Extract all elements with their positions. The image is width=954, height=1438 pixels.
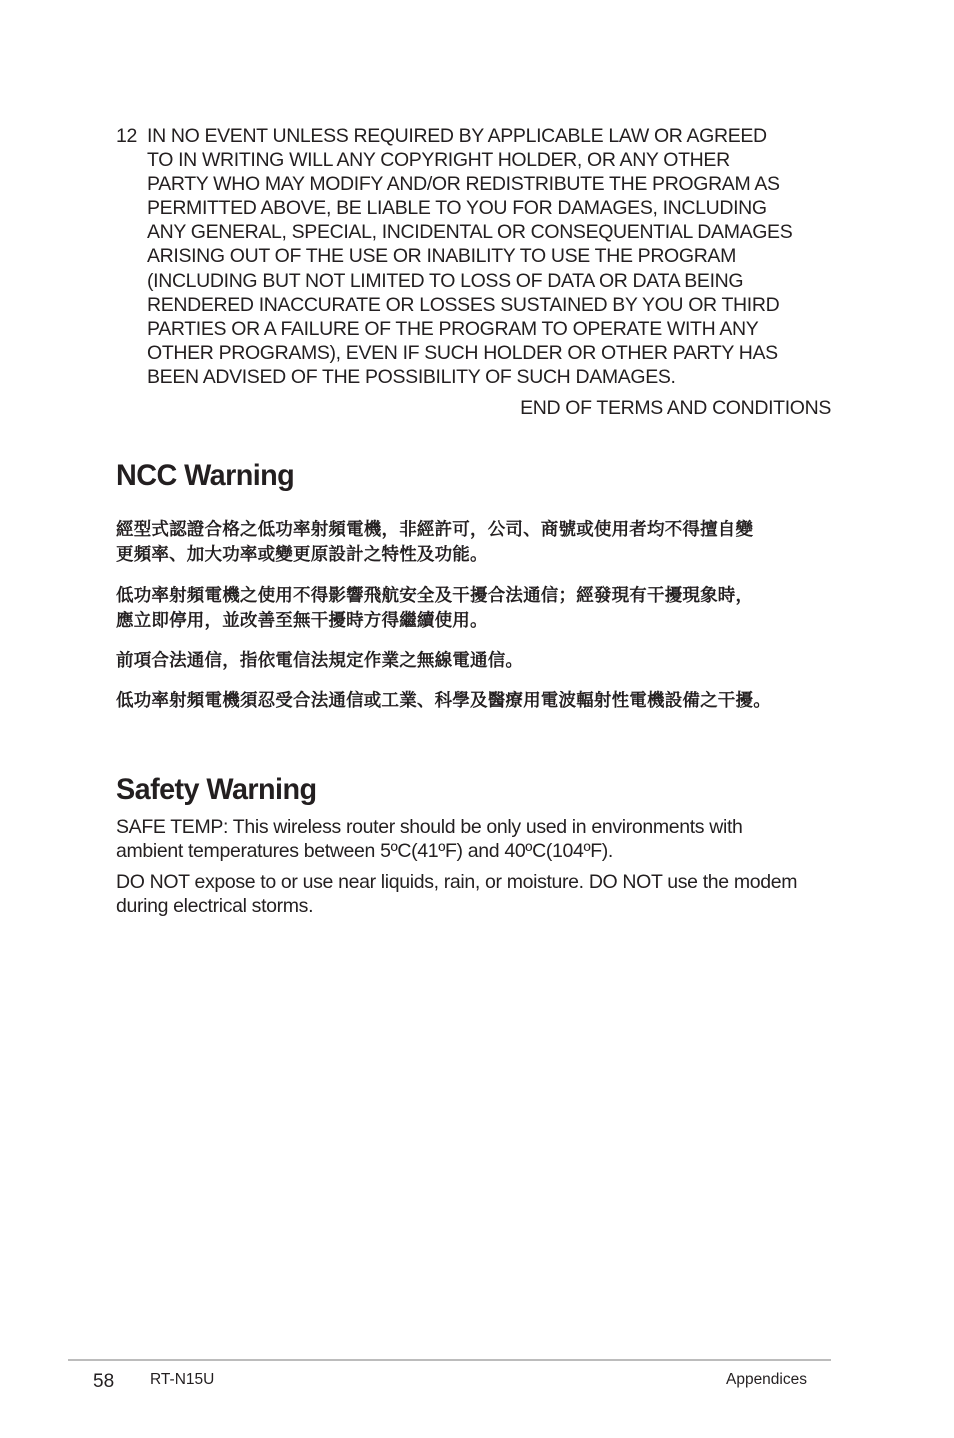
clause-line: PERMITTED ABOVE, BE LIABLE TO YOU FOR DAMAGES, INCLUDING xyxy=(147,197,767,220)
clause-line: (INCLUDING BUT NOT LIMITED TO LOSS OF DATA OR DATA BEING xyxy=(147,269,744,292)
end-of-terms: END OF TERMS AND CONDITIONS xyxy=(520,397,831,419)
clause-line: ARISING OUT OF THE USE OR INABILITY TO USE THE PROGRAM xyxy=(147,245,736,268)
ncc-warning-heading: NCC Warning xyxy=(116,459,295,492)
safety-line: ambient temperatures between 5ºC(41ºF) and 40ºC(104ºF). xyxy=(116,840,613,863)
ncc-line: 更頻率、加大功率或變更原設計之特性及功能。 xyxy=(116,545,488,565)
clause-line: ANY GENERAL, SPECIAL, INCIDENTAL OR CONSEQUENTIAL DAMAGES xyxy=(147,221,793,244)
page-number: 58 xyxy=(93,1371,115,1392)
ncc-paragraph xyxy=(116,518,841,568)
footer-divider xyxy=(68,1359,831,1361)
clause-line: OTHER PROGRAMS), EVEN IF SUCH HOLDER OR OTHER PARTY HAS xyxy=(147,341,778,364)
ncc-paragraph xyxy=(116,689,841,714)
safety-line: during electrical storms. xyxy=(116,895,314,918)
ncc-line: 前項合法通信，指依電信法規定作業之無線電通信。 xyxy=(116,651,524,671)
footer-section-name: Appendices xyxy=(725,1371,807,1388)
clause-line: BEEN ADVISED OF THE POSSIBILITY OF SUCH DAMAGES. xyxy=(147,365,676,388)
footer-model-name: RT-N15U xyxy=(150,1371,215,1388)
ncc-line: 低功率射頻電機須忍受合法通信或工業、科學及醫療用電波輻射性電機設備之干擾。 xyxy=(116,691,771,711)
clause-text xyxy=(147,124,837,389)
clause-line: RENDERED INACCURATE OR LOSSES SUSTAINED BY YOU OR THIRD xyxy=(147,293,780,316)
clause-line: PARTIES OR A FAILURE OF THE PROGRAM TO OPERATE WITH ANY xyxy=(147,317,759,340)
ncc-line: 應立即停用，並改善至無干擾時方得繼續使用。 xyxy=(116,611,488,631)
ncc-line: 低功率射頻電機之使用不得影響飛航安全及干擾合法通信；經發現有干擾現象時， xyxy=(116,586,754,606)
license-clause-12 xyxy=(116,124,836,389)
ncc-paragraph xyxy=(116,584,841,634)
clause-line: PARTY WHO MAY MODIFY AND/OR REDISTRIBUTE THE PROGRAM AS xyxy=(147,173,780,196)
clause-line: IN NO EVENT UNLESS REQUIRED BY APPLICABLE LAW OR AGREED xyxy=(147,125,767,147)
safety-line: DO NOT expose to or use near liquids, rain, or moisture. DO NOT use the modem xyxy=(116,871,798,893)
ncc-line: 經型式認證合格之低功率射頻電機，非經許可，公司、商號或使用者均不得擅自變 xyxy=(116,520,754,540)
clause-number: 12 xyxy=(116,125,137,147)
safety-warning-heading: Safety Warning xyxy=(116,773,317,806)
safety-line: SAFE TEMP: This wireless router should be only used in environments with xyxy=(116,816,743,838)
safety-paragraph xyxy=(116,870,836,919)
safety-paragraph xyxy=(116,815,836,864)
clause-line: TO IN WRITING WILL ANY COPYRIGHT HOLDER, OR ANY OTHER xyxy=(147,149,730,172)
ncc-paragraph xyxy=(116,649,841,674)
